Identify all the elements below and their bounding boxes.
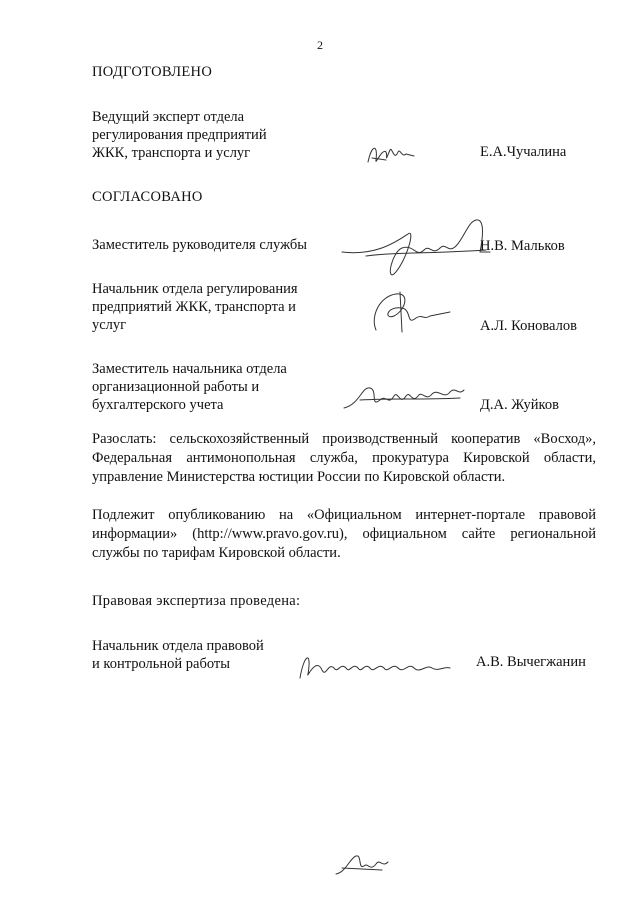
signer-position-line: предприятий ЖКК, транспорта и (92, 299, 296, 315)
prepared-position-line: Ведущий эксперт отдела (92, 109, 245, 125)
signer-position-line: услуг (92, 317, 127, 333)
signer-position-line: Заместитель руководителя службы (92, 237, 308, 253)
distribution-paragraph: Разослать: сельскохозяйственный производственный кооператив «Восход», Федеральная антимонопольная служба, прокуратура Кировской области, управление Министерства юстиции России по Кировской области. (92, 431, 596, 485)
signer-signature (366, 286, 456, 338)
prepared-position-line: регулирования предприятий (92, 127, 267, 143)
publication-paragraph: Подлежит опубликованию на «Официальном интернет-портале правовой информации» (http://www.pravo.gov.ru), официальном сайте региональной службы по тарифам Кировской области. (92, 507, 596, 561)
signer-position (92, 280, 298, 334)
prepared-name: Е.А.Чучалина (480, 144, 567, 160)
legal-review-position-line: и контрольной работы (92, 656, 230, 672)
initials-mark (332, 848, 392, 882)
legal-review-position (92, 637, 264, 673)
signer-position-line: организационной работы и (92, 379, 260, 395)
signer-position (92, 360, 287, 414)
legal-review-signature (294, 644, 454, 684)
signer-name: Н.В. Мальков (480, 238, 565, 254)
signer-name: Д.А. Жуйков (480, 397, 559, 413)
signer-position-line: бухгалтерского учета (92, 397, 224, 413)
signer-position-line: Начальник отдела регулирования (92, 281, 298, 297)
prepared-position (92, 108, 267, 162)
signer-position (92, 236, 307, 254)
prepared-position-line: ЖКК, транспорта и услуг (92, 145, 251, 161)
legal-review-name: А.В. Вычегжанин (476, 654, 586, 670)
signer-signature (336, 212, 496, 284)
signer-signature (340, 378, 470, 418)
agreed-heading: СОГЛАСОВАНО (92, 189, 203, 205)
signer-name: А.Л. Коновалов (480, 318, 577, 334)
legal-review-position-line: Начальник отдела правовой (92, 638, 264, 654)
prepared-signature (362, 138, 422, 170)
signer-position-line: Заместитель начальника отдела (92, 361, 287, 377)
page-number: 2 (317, 38, 323, 52)
legal-review-heading: Правовая экспертиза проведена: (92, 593, 301, 609)
prepared-heading: ПОДГОТОВЛЕНО (92, 64, 213, 80)
